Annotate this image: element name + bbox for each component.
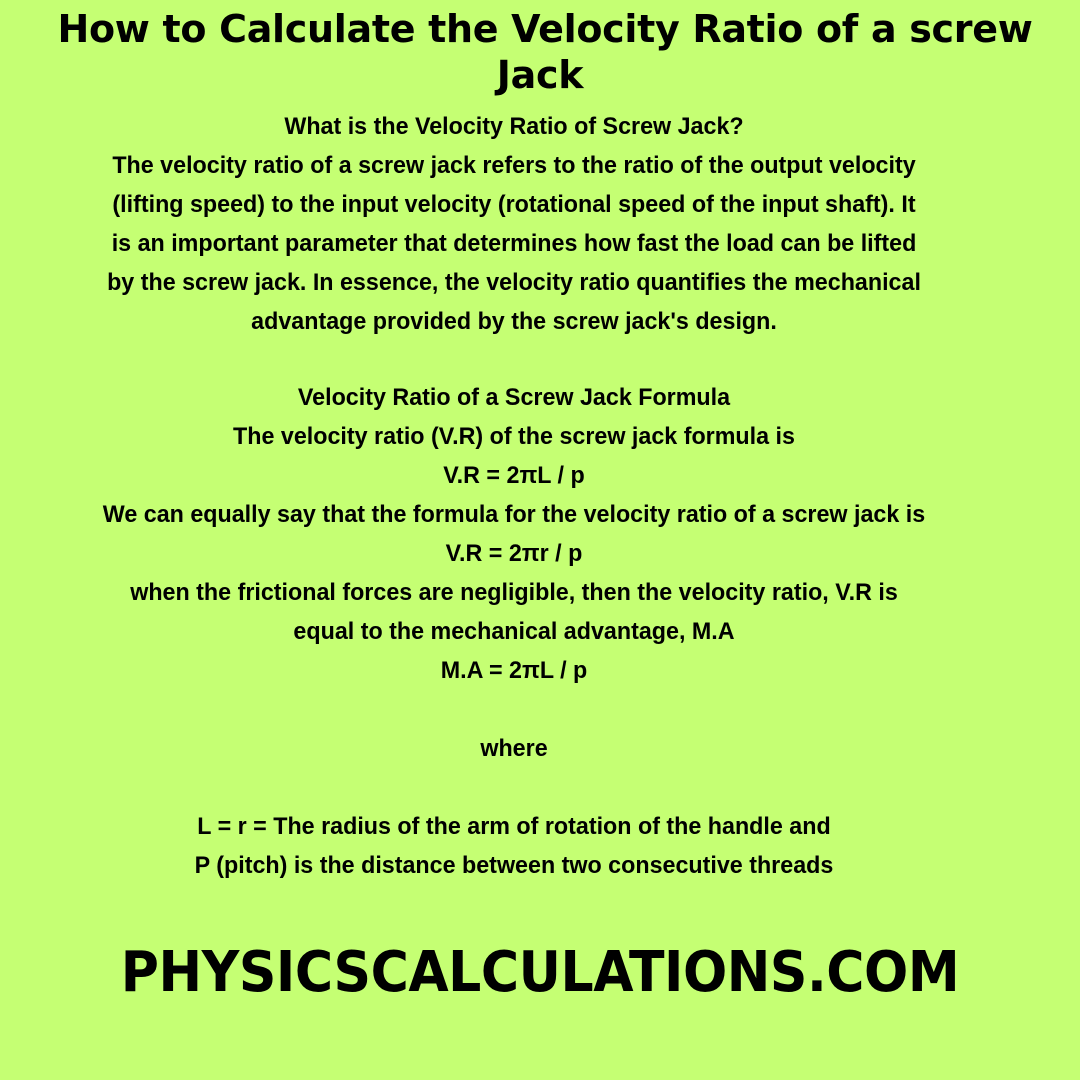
- intro-paragraph-line: is an important parameter that determines how fast the load can be lifted: [111, 230, 917, 257]
- intro-paragraph-line: (lifting speed) to the input velocity (rotational speed of the input shaft). It: [112, 191, 916, 218]
- formula-heading: Velocity Ratio of a Screw Jack Formula: [297, 384, 731, 411]
- title-line-1: How to Calculate the Velocity Ratio of a screw: [57, 7, 1033, 51]
- formula-vr-length: V.R = 2πL / p: [443, 462, 585, 489]
- definition-line: P (pitch) is the distance between two consecutive threads: [194, 852, 834, 879]
- intro-heading: What is the Velocity Ratio of Screw Jack?: [284, 113, 744, 140]
- formula-line: when the frictional forces are negligible, then the velocity ratio, V.R is: [130, 579, 898, 606]
- intro-paragraph-line: by the screw jack. In essence, the velocity ratio quantifies the mechanical: [107, 269, 921, 296]
- formula-line: We can equally say that the formula for the velocity ratio of a screw jack is: [102, 501, 926, 528]
- formula-line: equal to the mechanical advantage, M.A: [293, 618, 735, 645]
- site-brand: PHYSICSCALCULATIONS.COM: [120, 940, 960, 1005]
- intro-paragraph-line: advantage provided by the screw jack's design.: [251, 308, 777, 335]
- definition-line: L = r = The radius of the arm of rotation of the handle and: [197, 813, 831, 840]
- title-line-2: Jack: [496, 53, 584, 97]
- page-title: [0, 6, 1080, 98]
- formula-vr-radius: V.R = 2πr / p: [445, 540, 583, 567]
- formula-line: The velocity ratio (V.R) of the screw jack formula is: [233, 423, 795, 450]
- formula-ma: M.A = 2πL / p: [440, 657, 588, 684]
- intro-paragraph-line: The velocity ratio of a screw jack refers to the ratio of the output velocity: [112, 152, 916, 179]
- where-label: where: [480, 735, 548, 762]
